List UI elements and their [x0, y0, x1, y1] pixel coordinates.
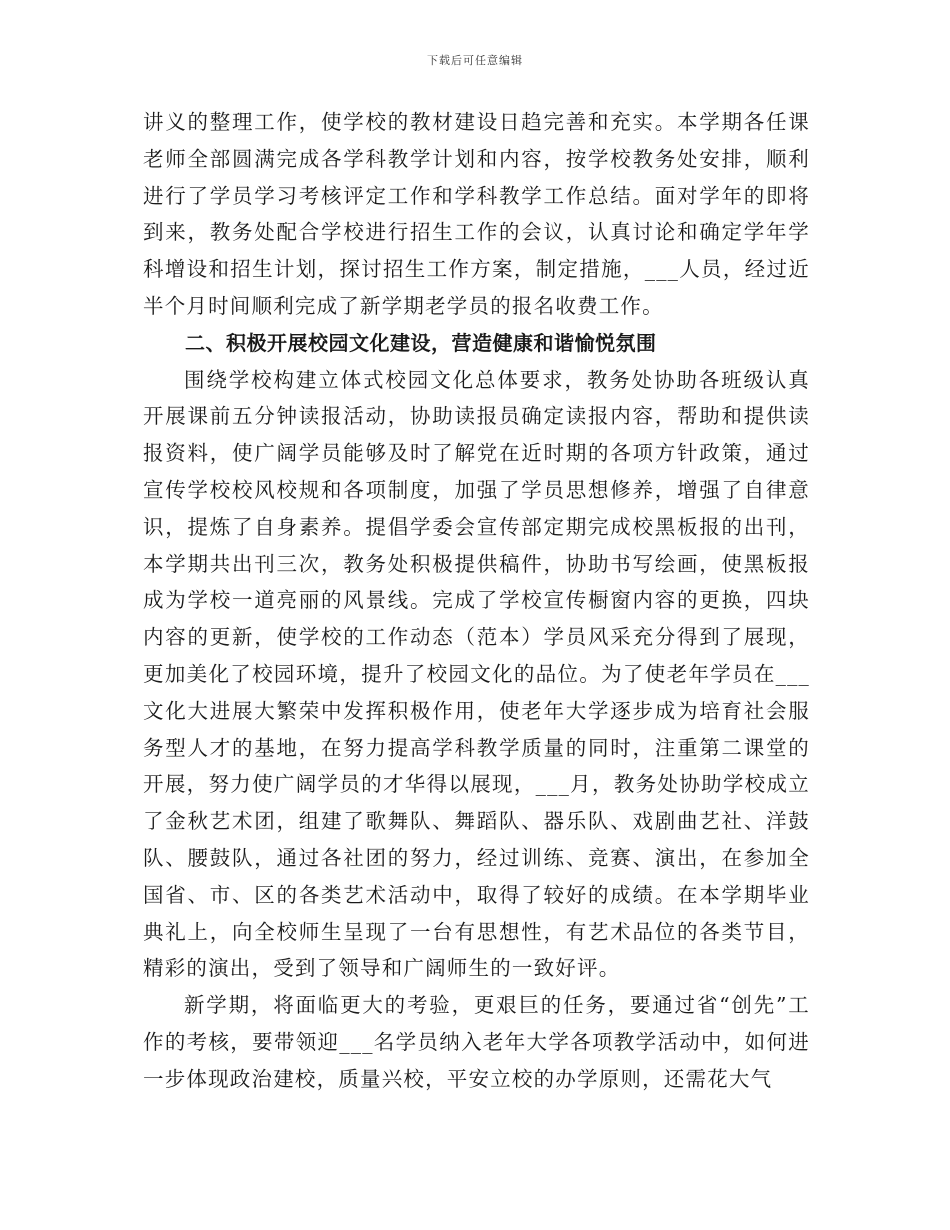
paragraph-continuation: 讲义的整理工作，使学校的教材建设日趋完善和充实。本学期各任课老师全部圆满完成各学科教学计划和内容，按学校教务处安排，顺利进行了学员学习考核评定工作和学科教学工作总结。面对学年的即将到来，教务处配合学校进行招生工作的会议，认真讨论和确定学年学科增设和招生计划，探讨招生工作方案，制定措施，___人员，经过近半个月时间顺利完成了新学期老学员的报名收费工作。	[143, 110, 810, 318]
paragraph-new-semester: 新学期，将面临更大的考验，更艰巨的任务，要通过省“创先”工作的考核，要带领迎___名学员纳入老年大学各项教学活动中，如何进一步体现政治建校，质量兴校，平安立校的办学原则，还需花大气	[143, 993, 810, 1091]
document-body	[143, 104, 810, 1098]
section-heading-2: 二、积极开展校园文化建设，营造健康和谐愉悦氛围	[185, 330, 657, 355]
page-header: 下载后可任意编辑	[427, 54, 523, 67]
paragraph-campus-culture: 围绕学校构建立体式校园文化总体要求，教务处协助各班级认真开展课前五分钟读报活动，协助读报员确定读报内容，帮助和提供读报资料，使广阔学员能够及时了解党在近时期的各项方针政策，通过宣传学校校风校规和各项制度，加强了学员思想修养，增强了自律意识，提炼了自身素养。提倡学委会宣传部定期完成校黑板报的出刊，本学期共出刊三次，教务处积极提供稿件，协助书写绘画，使黑板报成为学校一道亮丽的风景线。完成了学校宣传橱窗内容的更换，四块内容的更新，使学校的工作动态（范本）学员风采充分得到了展现，更加美化了校园环境，提升了校园文化的品位。为了使老年学员在___文化大进展大繁荣中发挥积极作用，使老年大学逐步成为培育社会服务型人才的基地，在努力提高学科教学质量的同时，注重第二课堂的开展，努力使广阔学员的才华得以展现，___月，教务处协助学校成立了金秋艺术团，组建了歌舞队、舞蹈队、器乐队、戏剧曲艺社、洋鼓队、腰鼓队，通过各社团的努力，经过训练、竞赛、演出，在参加全国省、市、区的各类艺术活动中，取得了较好的成绩。在本学期毕业典礼上，向全校师生呈现了一台有思想性，有艺术品位的各类节目，精彩的演出，受到了领导和广阔师生的一致好评。	[143, 367, 810, 981]
